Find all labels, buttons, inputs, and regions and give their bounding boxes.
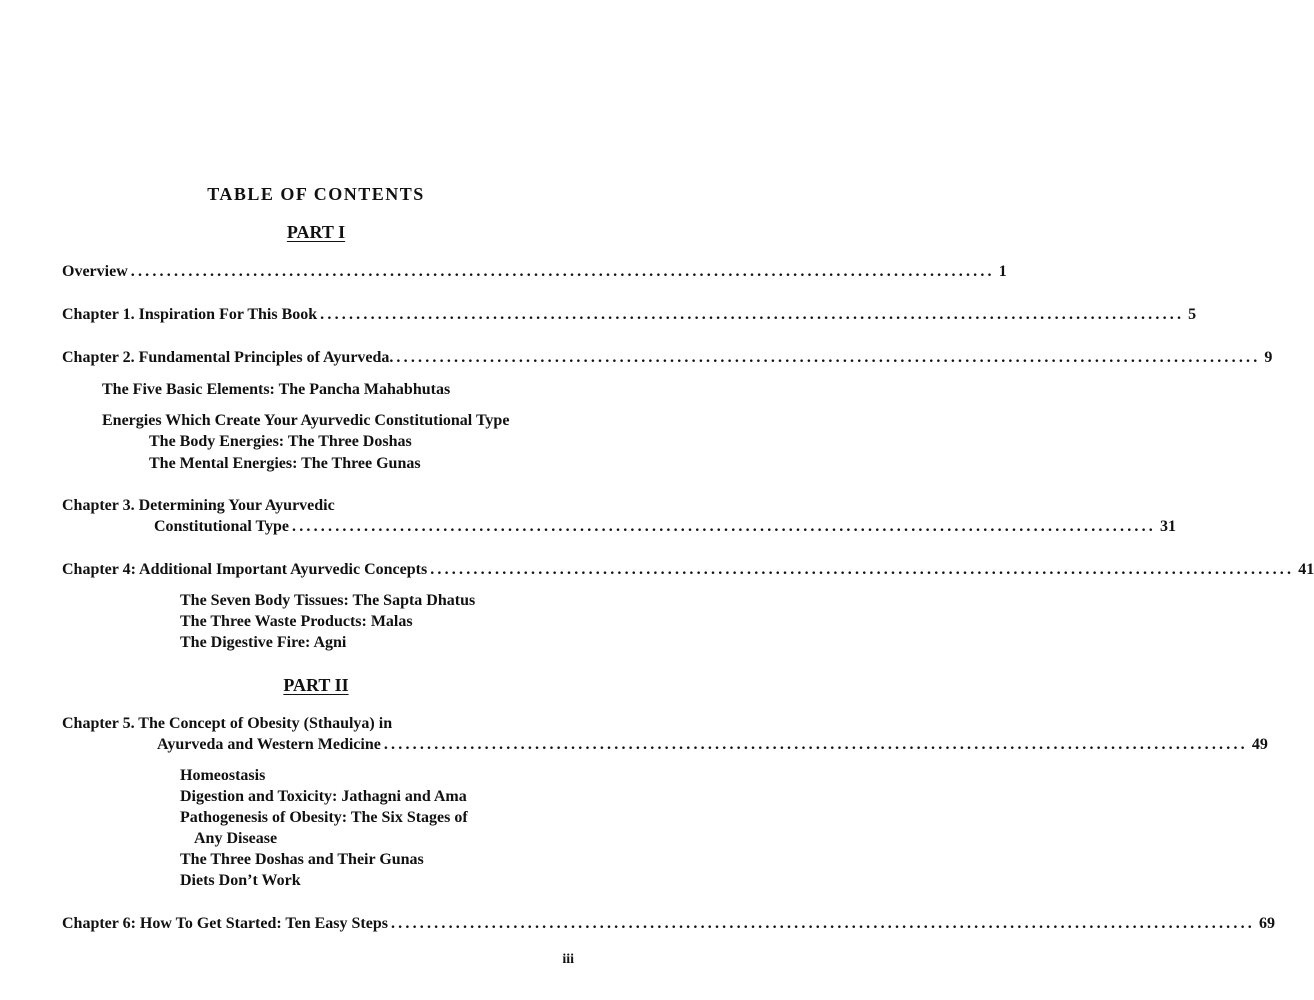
leader-dots: ........................................................................................................................ — [430, 561, 1295, 578]
subentry[interactable]: Pathogenesis of Obesity: The Six Stages of — [180, 809, 468, 826]
entry-page: 49 — [1251, 736, 1268, 753]
leader-dots: ........................................................................................................................ — [292, 518, 1156, 535]
entry-page: 31 — [1160, 518, 1176, 535]
entry-label: Chapter 6: How To Get Started: Ten Easy Steps — [62, 915, 388, 932]
part-heading-1: PART I — [286, 222, 346, 242]
toc-entry-chapter-4[interactable] — [62, 560, 1314, 580]
subentry[interactable]: Energies Which Create Your Ayurvedic Constitutional Type — [102, 412, 510, 429]
toc-entry-chapter-3-line1[interactable]: Chapter 3. Determining Your Ayurvedic — [62, 497, 335, 514]
entry-page: 69 — [1258, 915, 1275, 932]
page-number: iii — [562, 952, 574, 967]
subentry[interactable]: Any Disease — [194, 830, 278, 847]
entry-label: Chapter 1. Inspiration For This Book — [62, 306, 318, 323]
entry-label: Chapter 4: Additional Important Ayurvedic Concepts — [62, 561, 428, 578]
leader-dots: ........................................................................................................................ — [390, 915, 1255, 932]
entry-label: Ayurveda and Western Medicine — [157, 736, 381, 753]
subentry[interactable]: The Body Energies: The Three Doshas — [149, 433, 412, 450]
toc-entry-chapter-2[interactable] — [62, 348, 1273, 368]
entry-label: Constitutional Type — [154, 518, 289, 535]
part-heading-2: PART II — [283, 675, 349, 695]
entry-page: 5 — [1188, 306, 1197, 323]
subentry[interactable]: Digestion and Toxicity: Jathagni and Ama — [180, 788, 467, 805]
entry-label: Overview — [62, 263, 128, 280]
entry-page: 41 — [1298, 561, 1314, 578]
subentry[interactable]: Diets Don’t Work — [180, 872, 301, 889]
leader-dots: ........................................................................................................................ — [383, 736, 1248, 753]
toc-entry-chapter-3[interactable] — [154, 517, 1176, 537]
toc-entry-chapter-6[interactable] — [62, 914, 1275, 934]
leader-dots: ........................................................................................................................ — [396, 349, 1261, 366]
leader-dots: ........................................................................................................................ — [130, 263, 995, 280]
subentry[interactable]: The Five Basic Elements: The Pancha Mahabhutas — [102, 381, 451, 398]
leader-dots: ........................................................................................................................ — [320, 306, 1185, 323]
subentry[interactable]: The Three Doshas and Their Gunas — [180, 851, 424, 868]
subentry[interactable]: The Digestive Fire: Agni — [180, 634, 347, 651]
entry-page: 1 — [998, 263, 1007, 280]
subentry[interactable]: The Seven Body Tissues: The Sapta Dhatus — [180, 592, 476, 609]
toc-entry-chapter-1[interactable] — [62, 305, 1197, 325]
subentry[interactable]: Homeostasis — [180, 767, 266, 784]
toc-entry-chapter-5[interactable] — [157, 735, 1268, 755]
entry-page: 9 — [1264, 349, 1273, 366]
subentry[interactable]: The Mental Energies: The Three Gunas — [149, 455, 421, 472]
page-title: TABLE OF CONTENTS — [207, 184, 425, 204]
toc-entry-overview[interactable] — [62, 262, 1007, 282]
toc-entry-chapter-5-line1[interactable]: Chapter 5. The Concept of Obesity (Sthaulya) in — [62, 715, 393, 732]
subentry[interactable]: The Three Waste Products: Malas — [180, 613, 413, 630]
entry-label: Chapter 2. Fundamental Principles of Ayurveda. — [62, 349, 394, 366]
